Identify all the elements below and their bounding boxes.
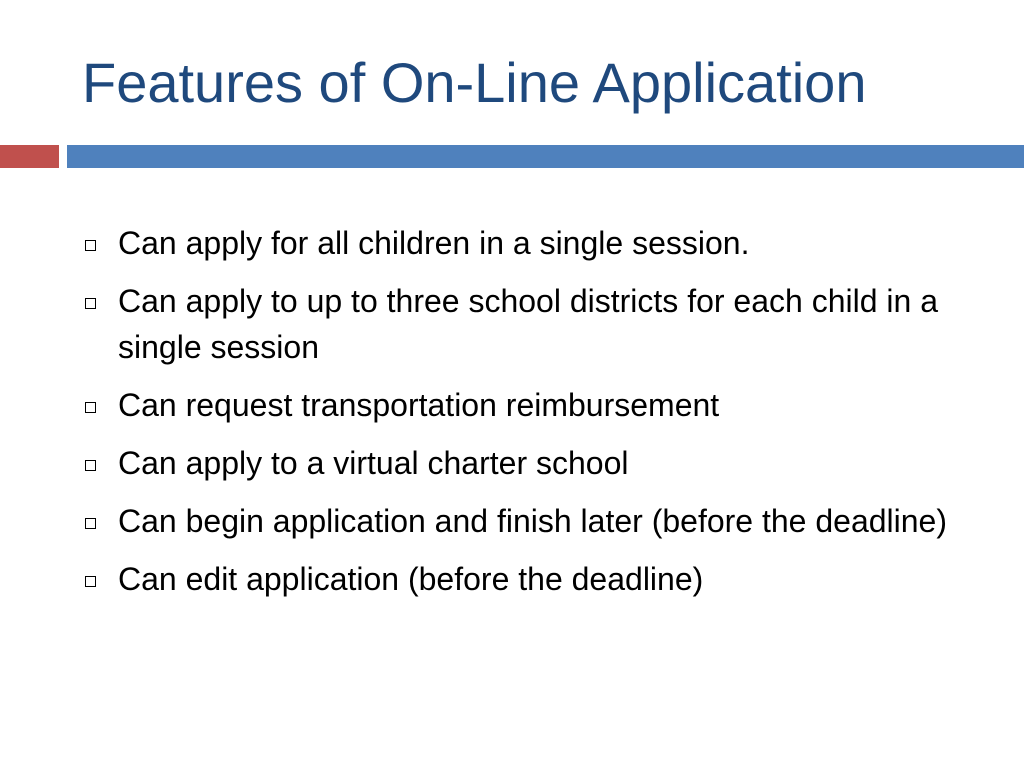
- slide-title: Features of On-Line Application: [82, 51, 867, 114]
- bullet-item: [80, 440, 960, 486]
- hollow-square-icon: [85, 576, 96, 587]
- bullet-text: Can request transportation reimbursement: [118, 387, 720, 423]
- bullet-item: [80, 220, 960, 266]
- title-divider-red: [0, 145, 59, 168]
- bullet-text: Can begin application and finish later (before the deadline): [118, 503, 947, 539]
- bullet-text: Can apply to up to three school districts for each child in a single session: [118, 283, 938, 365]
- hollow-square-icon: [85, 240, 96, 251]
- bullet-text: Can apply to a virtual charter school: [118, 445, 629, 481]
- hollow-square-icon: [85, 402, 96, 413]
- bullet-item: [80, 382, 960, 428]
- bullet-list: [80, 220, 960, 614]
- hollow-square-icon: [85, 298, 96, 309]
- bullet-item: [80, 278, 960, 370]
- bullet-item: [80, 556, 960, 602]
- title-divider-blue: [67, 145, 1024, 168]
- hollow-square-icon: [85, 518, 96, 529]
- bullet-text: Can edit application (before the deadline): [118, 561, 704, 597]
- hollow-square-icon: [85, 460, 96, 471]
- bullet-text: Can apply for all children in a single session.: [118, 225, 750, 261]
- bullet-item: [80, 498, 960, 544]
